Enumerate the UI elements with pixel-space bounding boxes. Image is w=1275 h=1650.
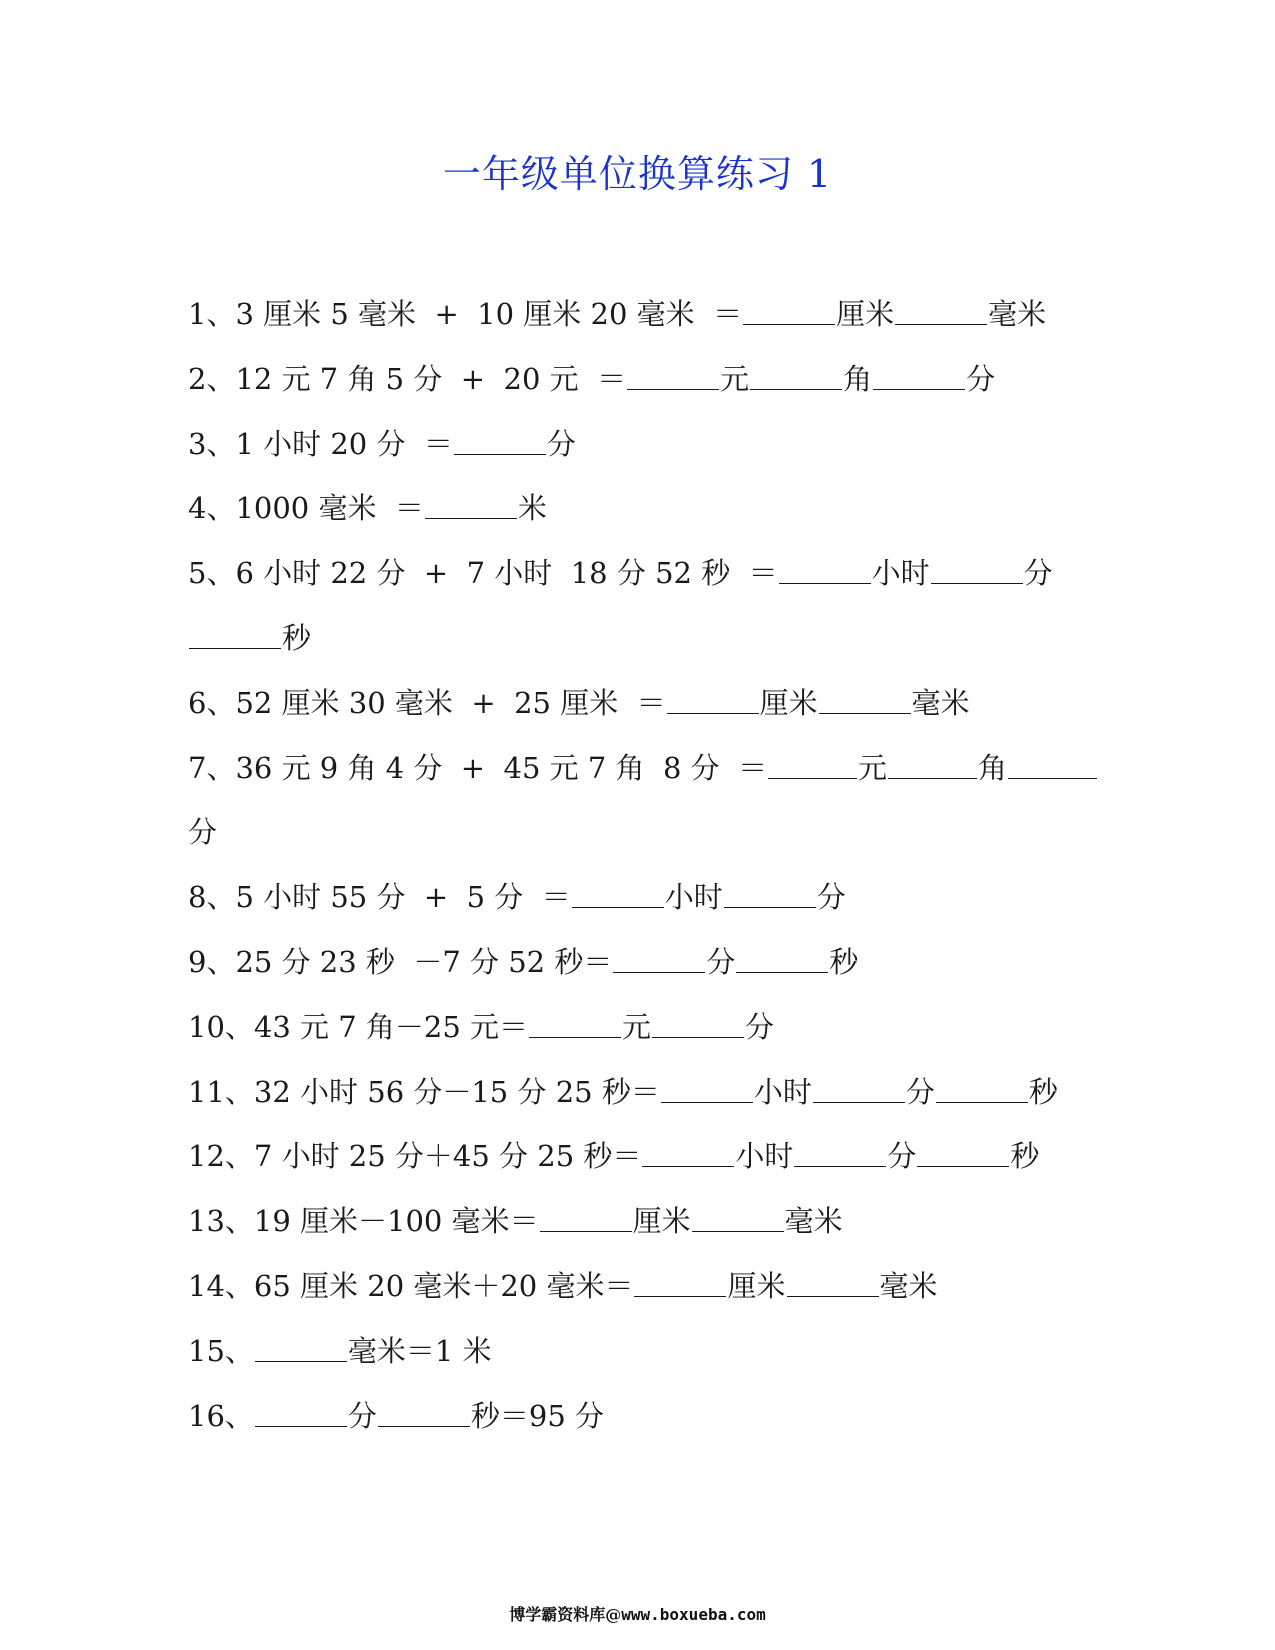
answer-blank[interactable] [189, 614, 281, 649]
problem-line [188, 549, 1098, 614]
problem-text: 角 [843, 361, 873, 396]
problem-line [188, 1392, 1098, 1457]
answer-blank[interactable] [613, 938, 705, 973]
problem-text: 毫米 [988, 297, 1047, 331]
problem-text: 15、 [188, 1333, 254, 1368]
problem-text: 8、5 小时 55 分 + 5 分 ＝ [188, 880, 571, 915]
problem-text: 小时 [735, 1139, 794, 1174]
problem-text: 分 [546, 426, 576, 461]
problem-text: 秒 [1010, 1139, 1040, 1174]
problem-text: 分 [816, 880, 846, 915]
answer-blank[interactable] [736, 938, 828, 973]
problem-text: 3、1 小时 20 分 ＝ [188, 426, 453, 461]
answer-blank[interactable] [813, 1068, 905, 1103]
answer-blank[interactable] [425, 484, 517, 519]
problem-text: 厘米 [727, 1268, 786, 1303]
answer-blank[interactable] [642, 1132, 734, 1167]
problem-line [188, 744, 1098, 809]
problem-text: 分 [706, 944, 736, 979]
problem-text: 厘米 [759, 685, 818, 720]
answer-blank[interactable] [454, 420, 546, 455]
answer-blank[interactable] [794, 1132, 886, 1167]
footer [0, 1604, 1275, 1626]
answer-blank[interactable] [936, 1068, 1028, 1103]
problem-text: 毫米 [784, 1204, 843, 1239]
problem-line [188, 1068, 1098, 1133]
problem-text: 小时 [664, 880, 723, 915]
answer-blank[interactable] [627, 355, 719, 390]
answer-blank[interactable] [255, 1392, 347, 1427]
problem-list [188, 290, 1098, 1456]
problem-line [188, 679, 1098, 744]
answer-blank[interactable] [779, 549, 871, 584]
problem-line [188, 614, 1098, 679]
problem-text: 分 [745, 1009, 775, 1044]
problem-text: 7、36 元 9 角 4 分 + 45 元 7 角 8 分 ＝ [188, 750, 768, 785]
problem-line [188, 938, 1098, 1003]
problem-line [188, 1197, 1098, 1262]
answer-blank[interactable] [652, 1003, 744, 1038]
page-title: 一年级单位换算练习 1 [442, 152, 833, 196]
problem-text: 小时 [753, 1074, 812, 1109]
problem-text: 毫米 [911, 685, 970, 720]
answer-blank[interactable] [667, 679, 759, 714]
problem-text: 6、52 厘米 30 毫米 + 25 厘米 ＝ [188, 685, 666, 720]
problem-text: 5、6 小时 22 分 + 7 小时 18 分 52 秒 ＝ [188, 556, 778, 591]
answer-blank[interactable] [873, 355, 965, 390]
problem-text: 毫米＝1 米 [347, 1333, 492, 1368]
problem-text: 元 [720, 361, 750, 396]
problem-text: 米 [517, 491, 547, 526]
answer-blank[interactable] [378, 1392, 470, 1427]
problem-text: 毫米 [879, 1268, 938, 1303]
problem-text: 小时 [871, 556, 930, 591]
problem-text: 元 [622, 1009, 652, 1044]
answer-blank[interactable] [895, 290, 987, 325]
problem-text: 厘米 [836, 297, 895, 331]
answer-blank[interactable] [787, 1262, 879, 1297]
problem-text: 秒 [1028, 1074, 1058, 1109]
problem-line [188, 420, 1098, 485]
problem-text: 4、1000 毫米 ＝ [188, 491, 424, 526]
problem-line [188, 873, 1098, 938]
problem-text: 14、65 厘米 20 毫米＋20 毫米＝ [188, 1268, 634, 1303]
answer-blank[interactable] [255, 1327, 347, 1362]
problem-text: 厘米 [632, 1204, 691, 1239]
problem-text: 10、43 元 7 角－25 元＝ [188, 1009, 529, 1044]
problem-line [188, 1262, 1098, 1327]
answer-blank[interactable] [819, 679, 911, 714]
problem-text: 分 [347, 1398, 377, 1433]
problem-line [188, 355, 1098, 420]
answer-blank[interactable] [750, 355, 842, 390]
problem-text: 13、19 厘米－100 毫米＝ [188, 1204, 539, 1239]
problem-text: 分 [887, 1139, 917, 1174]
answer-blank[interactable] [572, 873, 664, 908]
problem-line [188, 484, 1098, 549]
problem-text: 1、3 厘米 5 毫米 + 10 厘米 20 毫米 ＝ [188, 297, 743, 331]
problem-line [188, 1327, 1098, 1392]
problem-text: 秒 [282, 620, 312, 655]
answer-blank[interactable] [661, 1068, 753, 1103]
problem-text: 分 [188, 815, 218, 850]
problem-text: 11、32 小时 56 分－15 分 25 秒＝ [188, 1074, 660, 1109]
answer-blank[interactable] [931, 549, 1023, 584]
problem-text: 分 [1023, 556, 1053, 591]
answer-blank[interactable] [540, 1197, 632, 1232]
problem-line [188, 290, 1098, 355]
answer-blank[interactable] [768, 744, 857, 779]
answer-blank[interactable] [634, 1262, 726, 1297]
footer-site-name: 博学霸资料库@ [509, 1605, 622, 1624]
answer-blank[interactable] [692, 1197, 784, 1232]
problem-text: 9、25 分 23 秒 －7 分 52 秒＝ [188, 944, 613, 979]
problem-text: 秒 [829, 944, 859, 979]
problem-text: 12、7 小时 25 分＋45 分 25 秒＝ [188, 1139, 642, 1174]
problem-text: 秒＝95 分 [470, 1398, 605, 1433]
answer-blank[interactable] [724, 873, 816, 908]
problem-text: 16、 [188, 1398, 254, 1433]
problem-line [188, 808, 1098, 873]
problem-line [188, 1132, 1098, 1197]
problem-text: 角 [978, 750, 1008, 785]
answer-blank[interactable] [888, 744, 977, 779]
problem-text: 元 [858, 750, 888, 785]
answer-blank[interactable] [529, 1003, 621, 1038]
problem-line [188, 1003, 1098, 1068]
answer-blank[interactable] [743, 290, 835, 325]
answer-blank[interactable] [1008, 744, 1097, 779]
problem-text: 分 [966, 361, 996, 396]
footer-url[interactable]: www.boxueba.com [621, 1605, 766, 1624]
answer-blank[interactable] [917, 1132, 1009, 1167]
problem-text: 2、12 元 7 角 5 分 + 20 元 ＝ [188, 361, 627, 396]
problem-text: 分 [905, 1074, 935, 1109]
